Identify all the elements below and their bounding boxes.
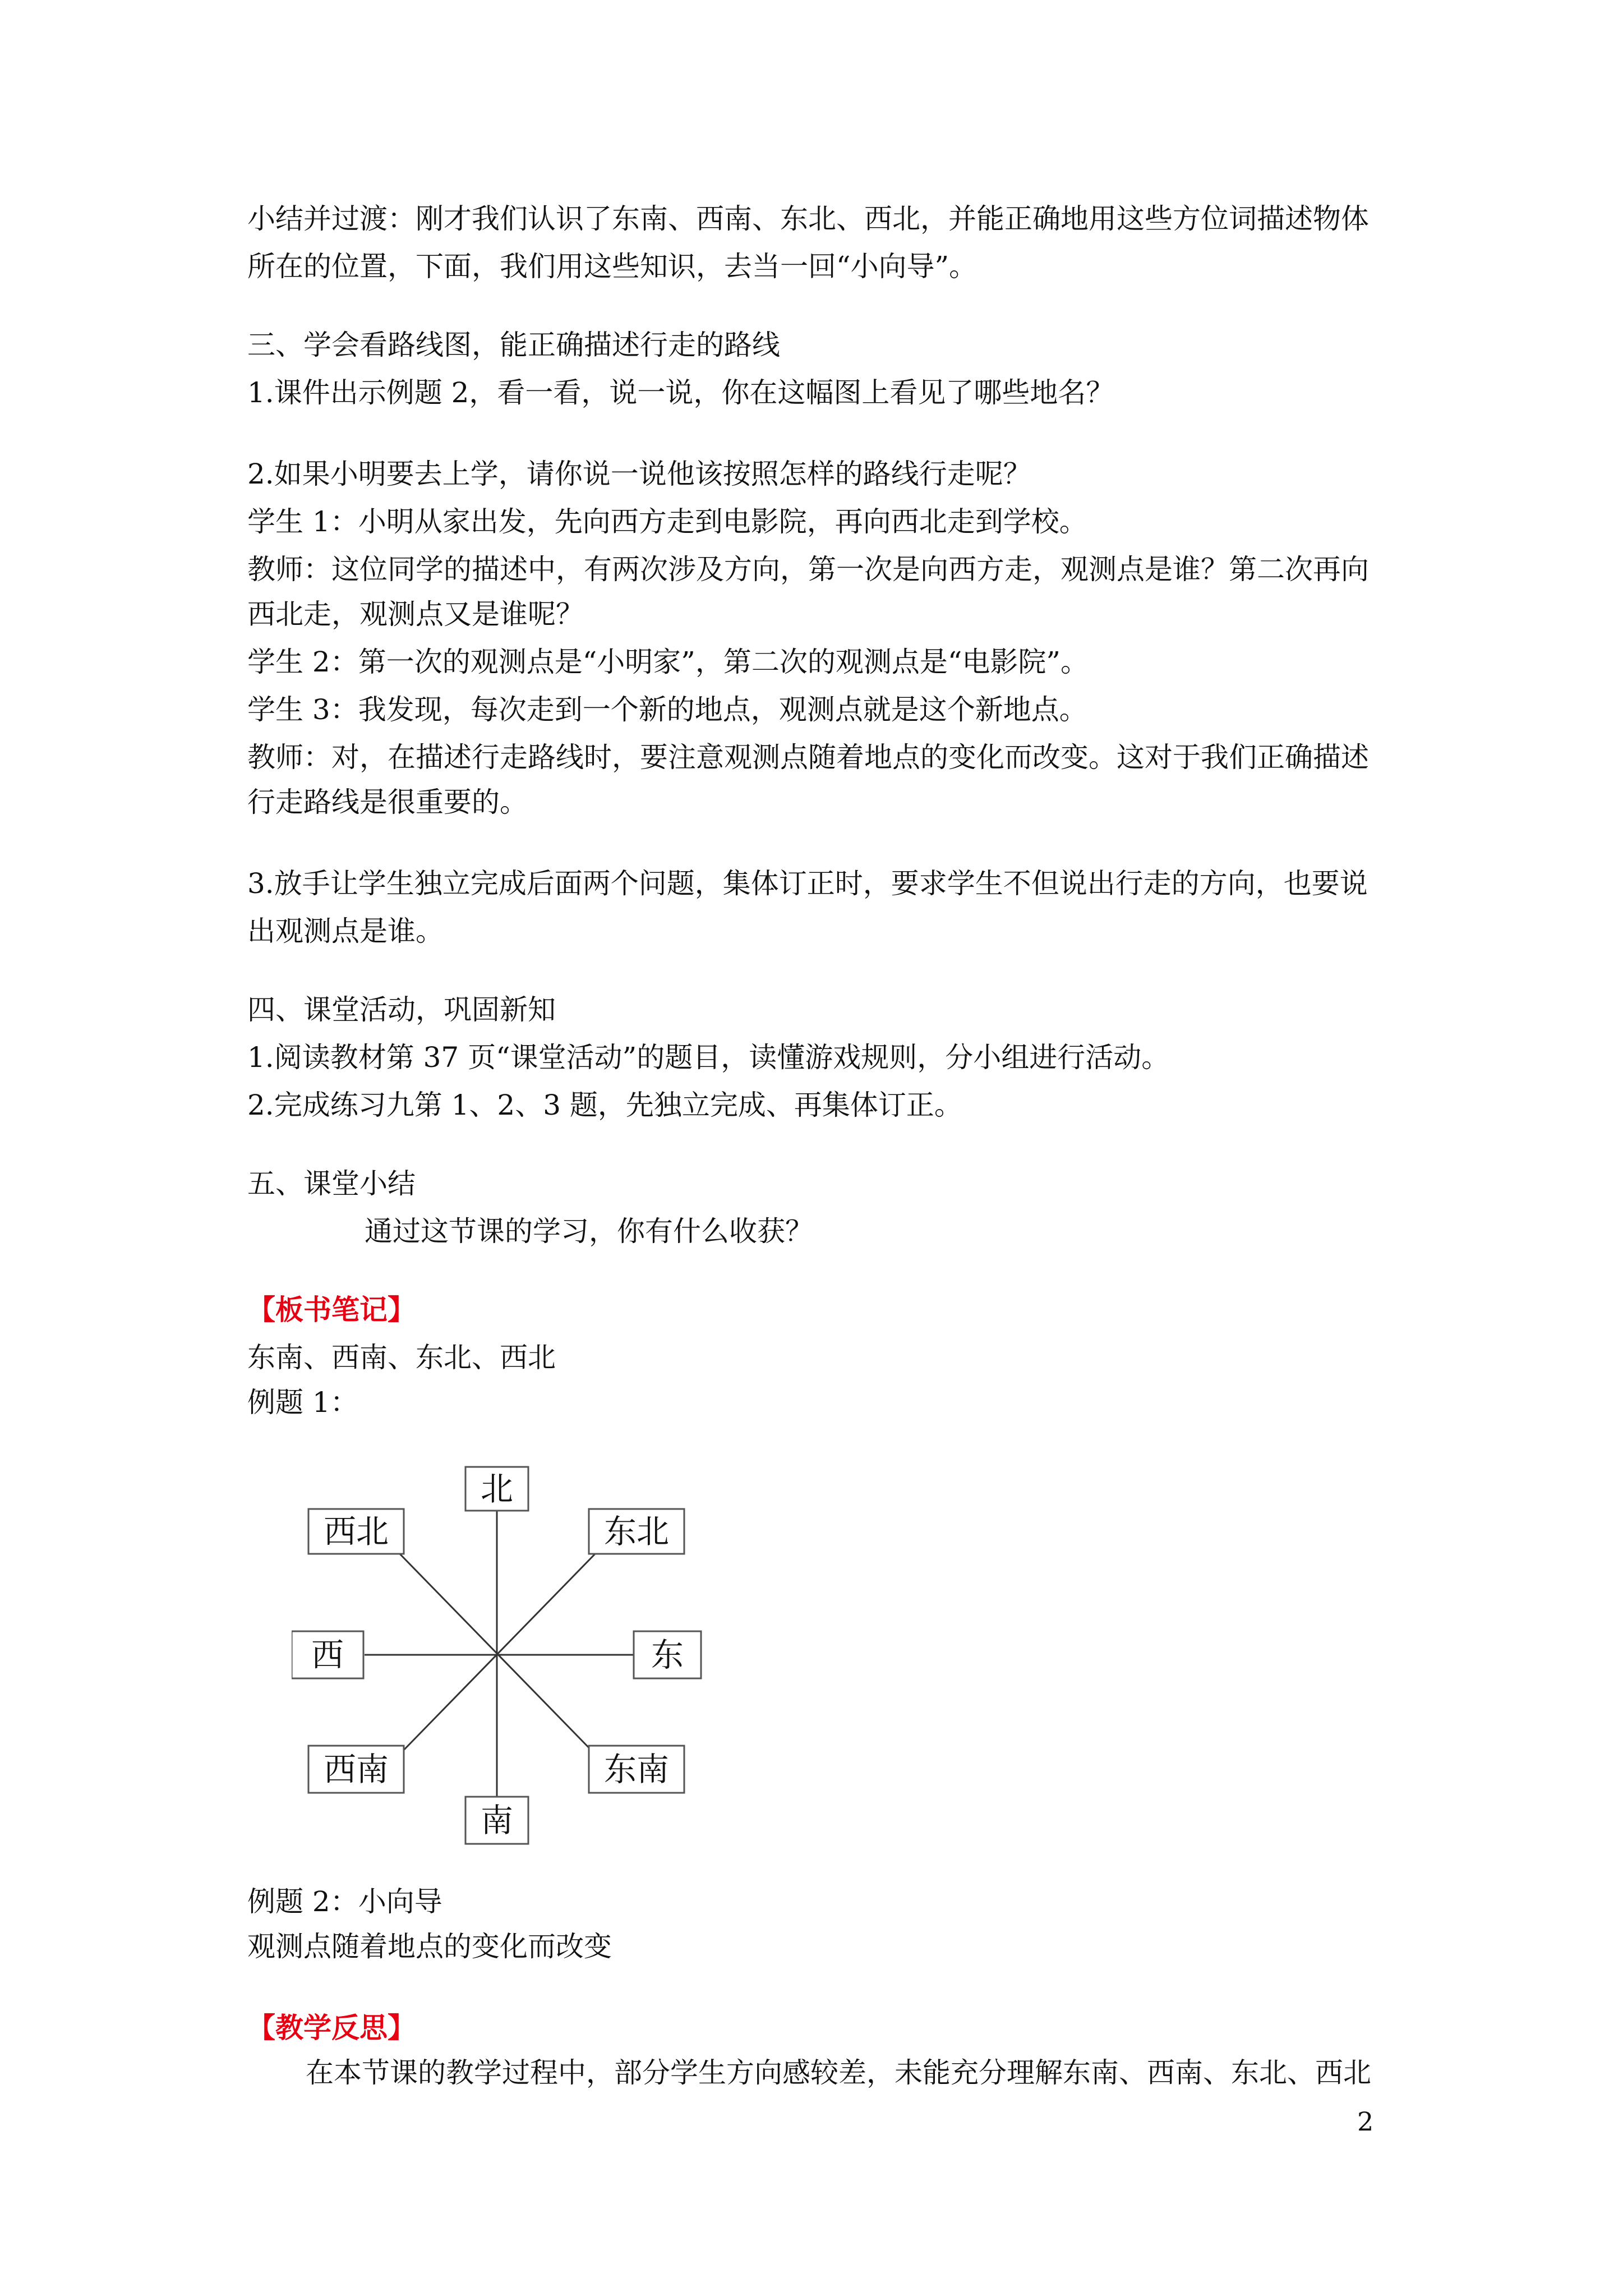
text-line: 出观测点是谁。 (247, 915, 444, 947)
section-heading: 五、课堂小结 (247, 1167, 416, 1200)
page-number: 2 (1357, 2106, 1374, 2137)
text-line: 教师：这位同学的描述中，有两次涉及方向，第一次是向西方走，观测点是谁？第二次再向 (247, 553, 1369, 586)
south-label: 南 (480, 1801, 514, 1839)
text-line: 教师：对，在描述行走路线时，要注意观测点随着地点的变化而改变。这对于我们正确描述 (247, 741, 1369, 774)
southwest-label: 西南 (323, 1750, 389, 1788)
text-line: 在本节课的教学过程中，部分学生方向感较差，未能充分理解东南、西南、东北、西北 (306, 2056, 1371, 2089)
text-line: 小结并过渡：刚才我们认识了东南、西南、东北、西北，并能正确地用这些方位词描述物体 (247, 203, 1369, 235)
north-label: 北 (480, 1470, 514, 1508)
text-line: 例题 1： (247, 1386, 358, 1419)
northeast-label: 东北 (603, 1512, 670, 1550)
text-line: 2.完成练习九第 1、2、3 题，先独立完成、再集体订正。 (247, 1089, 962, 1121)
section-heading: 三、学会看路线图，能正确描述行走的路线 (247, 329, 780, 361)
text-line: 通过这节课的学习，你有什么收获？ (365, 1215, 813, 1248)
compass-diagram (292, 1458, 718, 1851)
text-line: 所在的位置，下面，我们用这些知识，去当一回“小向导”。 (247, 250, 978, 283)
southeast-label: 东南 (603, 1750, 670, 1788)
section-heading: 四、课堂活动，巩固新知 (247, 993, 556, 1026)
text-line: 东南、西南、东北、西北 (247, 1341, 556, 1374)
text-line: 西北走，观测点又是谁呢？ (247, 598, 584, 631)
northwest-label: 西北 (323, 1512, 389, 1550)
text-line: 学生 2：第一次的观测点是“小明家”，第二次的观测点是“电影院”。 (247, 646, 1089, 678)
text-line: 例题 2：小向导 (247, 1885, 442, 1918)
text-line: 学生 1：小明从家出发，先向西方走到电影院，再向西北走到学校。 (247, 505, 1087, 538)
text-line: 1.阅读教材第 37 页“课堂活动”的题目，读懂游戏规则，分小组进行活动。 (247, 1041, 1170, 1074)
reflection-heading: 【教学反思】 (247, 2011, 416, 2044)
board-notes-heading: 【板书笔记】 (247, 1293, 416, 1326)
text-line: 行走路线是很重要的。 (247, 786, 528, 818)
text-line: 1.课件出示例题 2，看一看，说一说，你在这幅图上看见了哪些地名？ (247, 376, 1114, 409)
text-line: 学生 3：我发现，每次走到一个新的地点，观测点就是这个新地点。 (247, 693, 1087, 726)
text-line: 3.放手让学生独立完成后面两个问题，集体订正时，要求学生不但说出行走的方向，也要说 (247, 867, 1368, 900)
text-line: 2.如果小明要去上学，请你说一说他该按照怎样的路线行走呢？ (247, 458, 1031, 490)
west-label: 西 (311, 1636, 344, 1674)
east-label: 东 (651, 1636, 684, 1674)
text-line: 观测点随着地点的变化而改变 (247, 1930, 612, 1963)
